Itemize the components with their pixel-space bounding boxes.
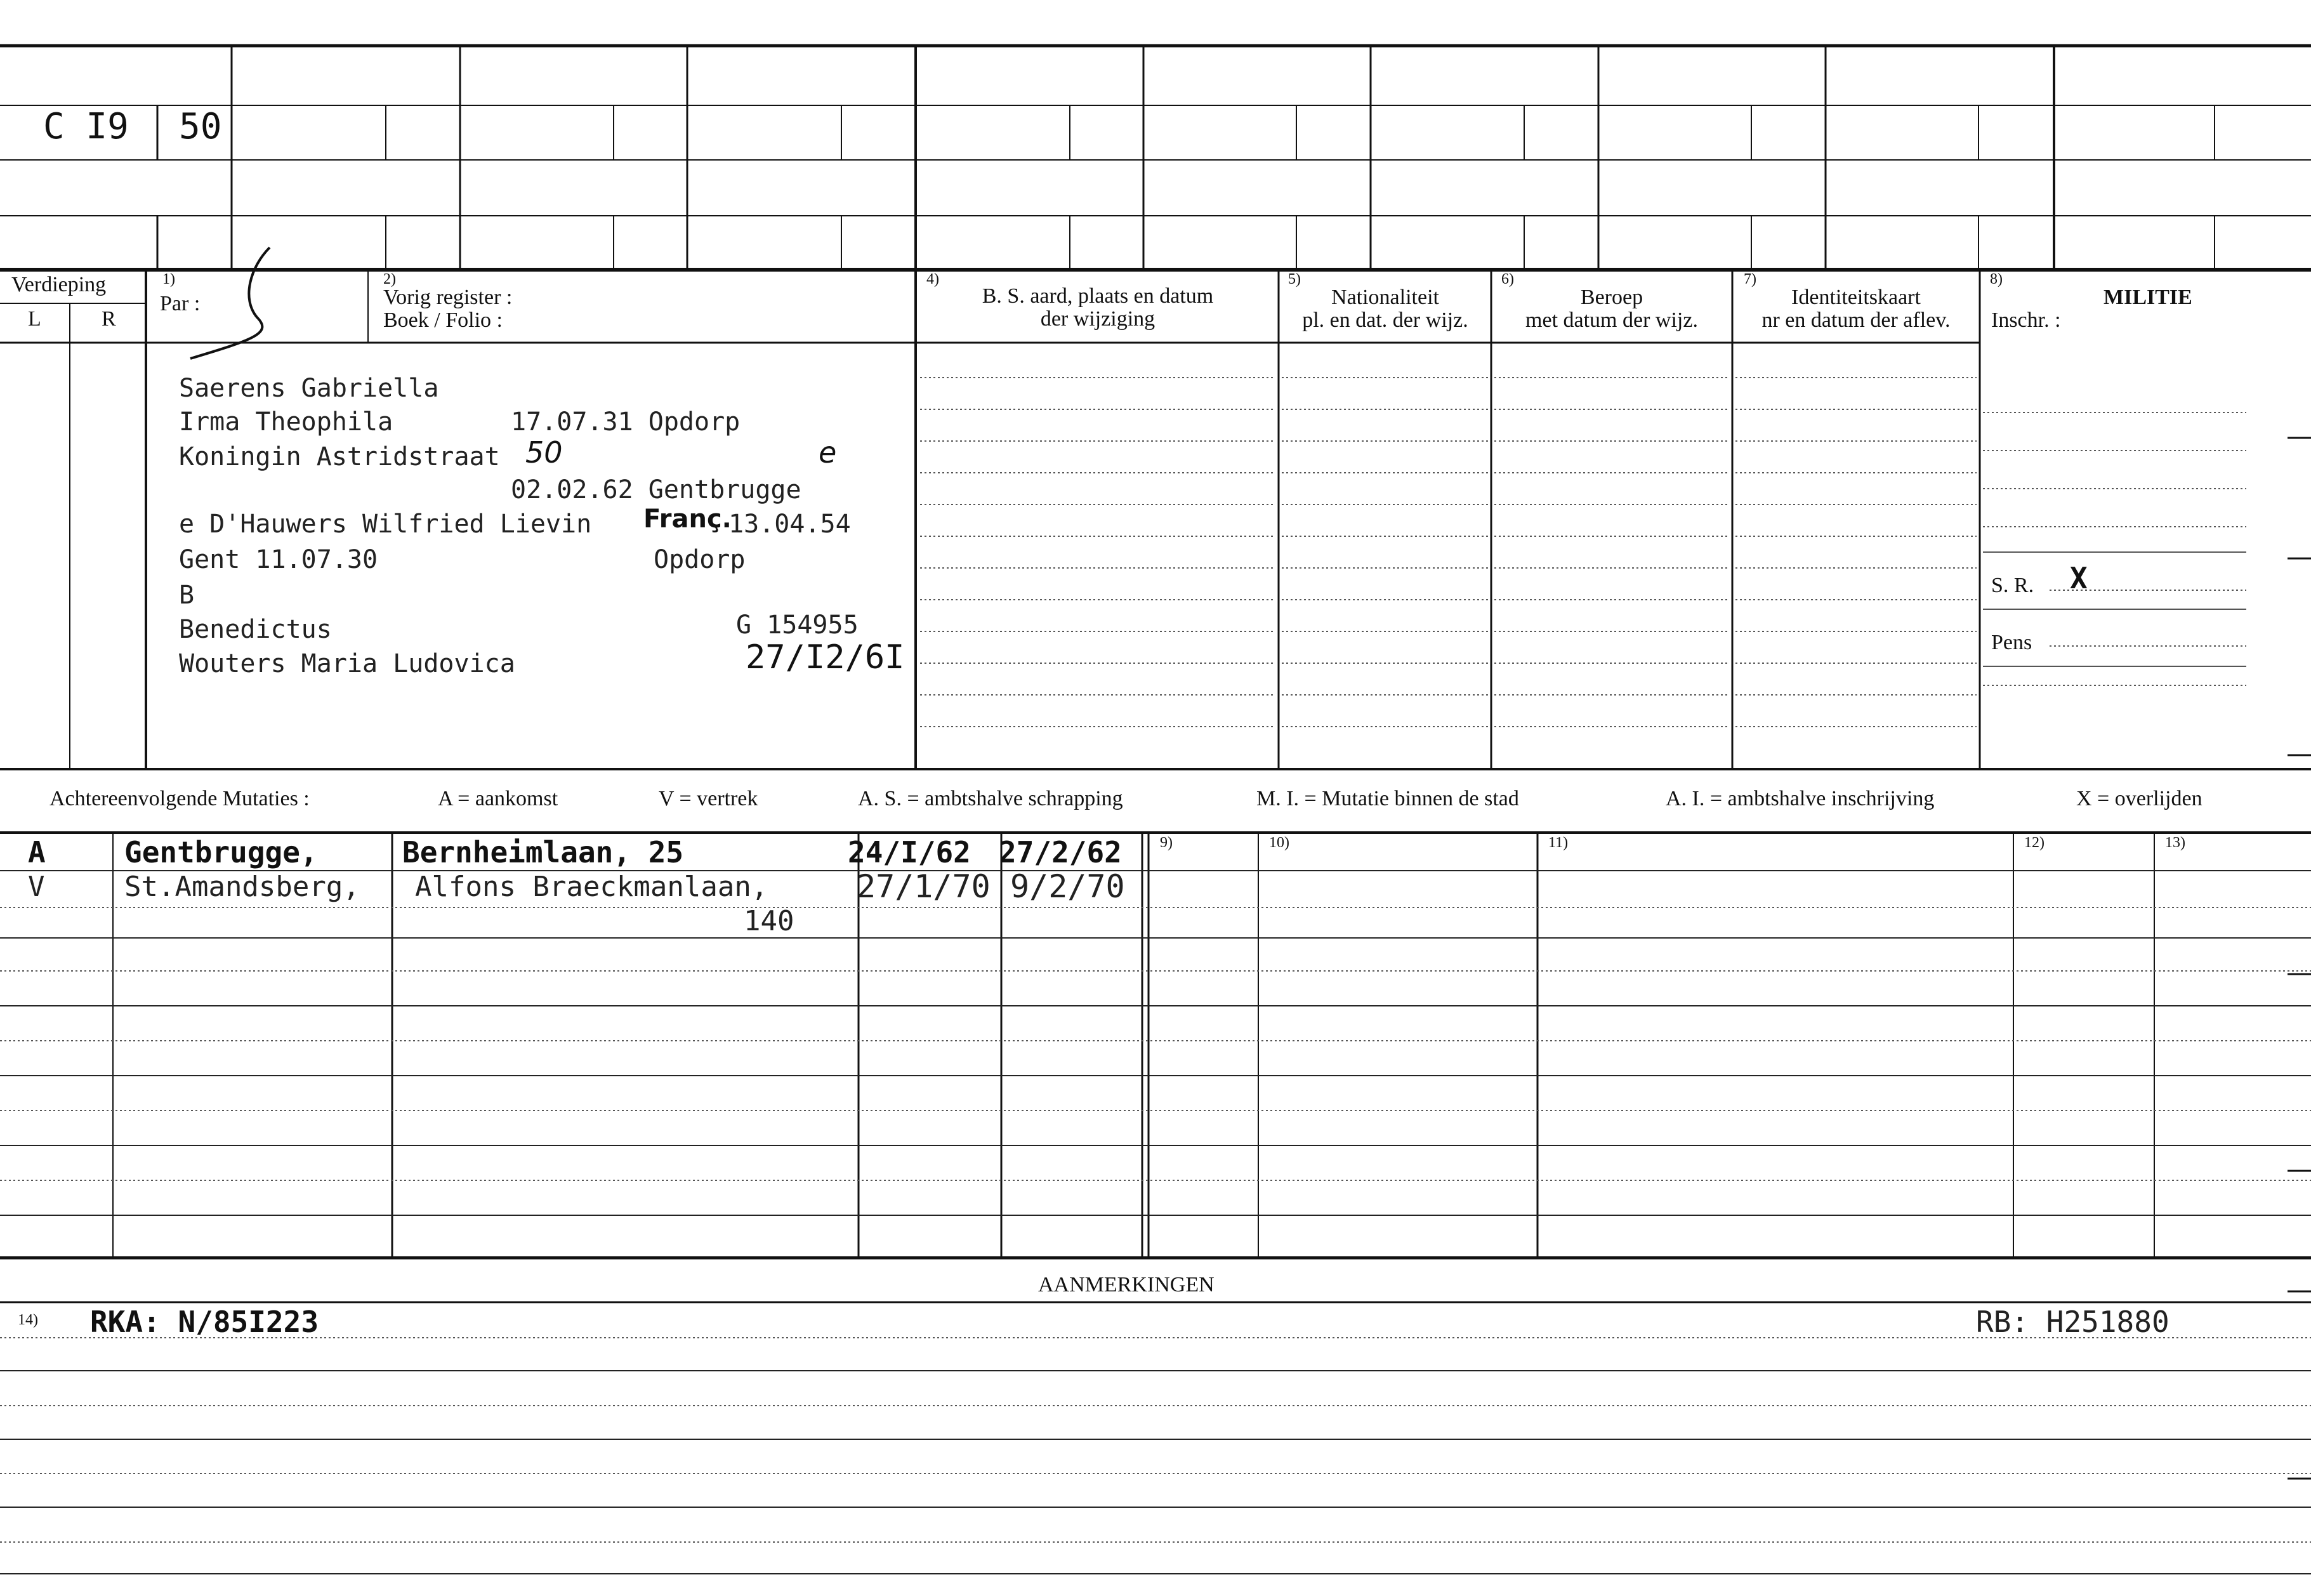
register-code: C I9: [43, 106, 129, 147]
par-number: 1): [162, 271, 175, 287]
person-line-6b: Opdorp: [654, 545, 746, 574]
sr-value: X: [2070, 561, 2088, 595]
beroep-label-1: Beroep: [1580, 286, 1643, 309]
vorig-number: 2): [383, 271, 396, 287]
inschr-label: Inschr. :: [1991, 308, 2061, 332]
nat-number: 5): [1288, 271, 1301, 287]
person-line-3-number: 50: [525, 435, 563, 470]
vorig-register-label: Vorig register :: [383, 286, 513, 309]
row-1-date-2: 27/2/62: [999, 835, 1122, 869]
mutaties-title: Achtereenvolgende Mutaties :: [49, 787, 310, 810]
person-line-8: Benedictus: [179, 615, 332, 644]
person-line-9-date: 27/I2/6I: [746, 638, 905, 676]
register-number: 50: [179, 106, 222, 147]
person-line-2b: 17.07.31 Opdorp: [511, 407, 741, 437]
rka-reference: RKA: N/85I223: [90, 1305, 319, 1339]
row-2-place: St.Amandsberg,: [124, 871, 360, 903]
sr-label: S. R.: [1991, 574, 2034, 597]
militie-label: MILITIE: [2104, 286, 2192, 309]
person-line-5-hand: Franç.: [643, 505, 732, 534]
nat-label-1: Nationaliteit: [1331, 286, 1439, 309]
r-label: R: [102, 307, 116, 331]
boek-folio-label: Boek / Folio :: [383, 308, 503, 332]
row-1-street: Bernheimlaan, 25: [402, 835, 684, 869]
person-line-9: Wouters Maria Ludovica: [179, 649, 515, 678]
row-2-type: V: [28, 871, 45, 903]
verdieping-label: Verdieping: [11, 273, 107, 296]
mutatie-v: V = vertrek: [659, 787, 758, 810]
bs-number: 4): [926, 271, 939, 287]
mutatie-as: A. S. = ambtshalve schrapping: [858, 787, 1123, 810]
person-line-3: Koningin Astridstraat: [179, 442, 500, 472]
mutatie-x: X = overlijden: [2076, 787, 2202, 810]
rb-reference: RB: H251880: [1976, 1305, 2169, 1339]
row-2-date-2: 9/2/70: [1010, 868, 1125, 905]
row-1-place: Gentbrugge,: [124, 835, 318, 869]
col-11-number: 11): [1548, 834, 1569, 851]
person-line-3-mark: e: [819, 435, 837, 470]
id-label-2: nr en datum der aflev.: [1761, 308, 1951, 332]
aanmerkingen-number: 14): [18, 1312, 38, 1328]
col-10-number: 10): [1269, 834, 1289, 851]
id-label-1: Identiteitskaart: [1791, 286, 1921, 309]
person-line-5-date: 13.04.54: [728, 510, 851, 539]
person-line-4: 02.02.62 Gentbrugge: [511, 475, 801, 505]
aanmerkingen-title: AANMERKINGEN: [1038, 1273, 1215, 1296]
mutatie-a: A = aankomst: [438, 787, 558, 810]
l-label: L: [28, 307, 41, 331]
col-13-number: 13): [2165, 834, 2185, 851]
militie-number: 8): [1990, 271, 2003, 287]
person-line-8-ref: G 154955: [736, 610, 859, 640]
par-label: Par :: [160, 292, 201, 315]
mutatie-mi: M. I. = Mutatie binnen de stad: [1256, 787, 1519, 810]
pens-label: Pens: [1991, 631, 2032, 654]
person-line-1: Saerens Gabriella: [179, 374, 439, 403]
bs-label-1: B. S. aard, plaats en datum: [982, 284, 1214, 308]
col-9-number: 9): [1160, 834, 1173, 851]
row-1-date-1: 24/I/62: [848, 835, 971, 869]
row-1-type: A: [28, 835, 46, 869]
beroep-label-2: met datum der wijz.: [1525, 308, 1698, 332]
beroep-number: 6): [1501, 271, 1514, 287]
person-line-6: Gent 11.07.30: [179, 545, 378, 574]
row-2-date-1: 27/1/70: [857, 868, 991, 905]
nat-label-2: pl. en dat. der wijz.: [1302, 308, 1468, 332]
col-12-number: 12): [2024, 834, 2044, 851]
bs-label-2: der wijziging: [1040, 307, 1156, 331]
id-number: 7): [1744, 271, 1756, 287]
mutatie-ai: A. I. = ambtshalve inschrijving: [1666, 787, 1935, 810]
person-line-2a: Irma Theophila: [179, 407, 393, 437]
row-2-street-2: 140: [744, 905, 794, 937]
person-line-5: e D'Hauwers Wilfried Lievin: [179, 510, 592, 539]
person-line-7: B: [179, 581, 195, 610]
row-2-street: Alfons Braeckmanlaan,: [415, 871, 768, 903]
